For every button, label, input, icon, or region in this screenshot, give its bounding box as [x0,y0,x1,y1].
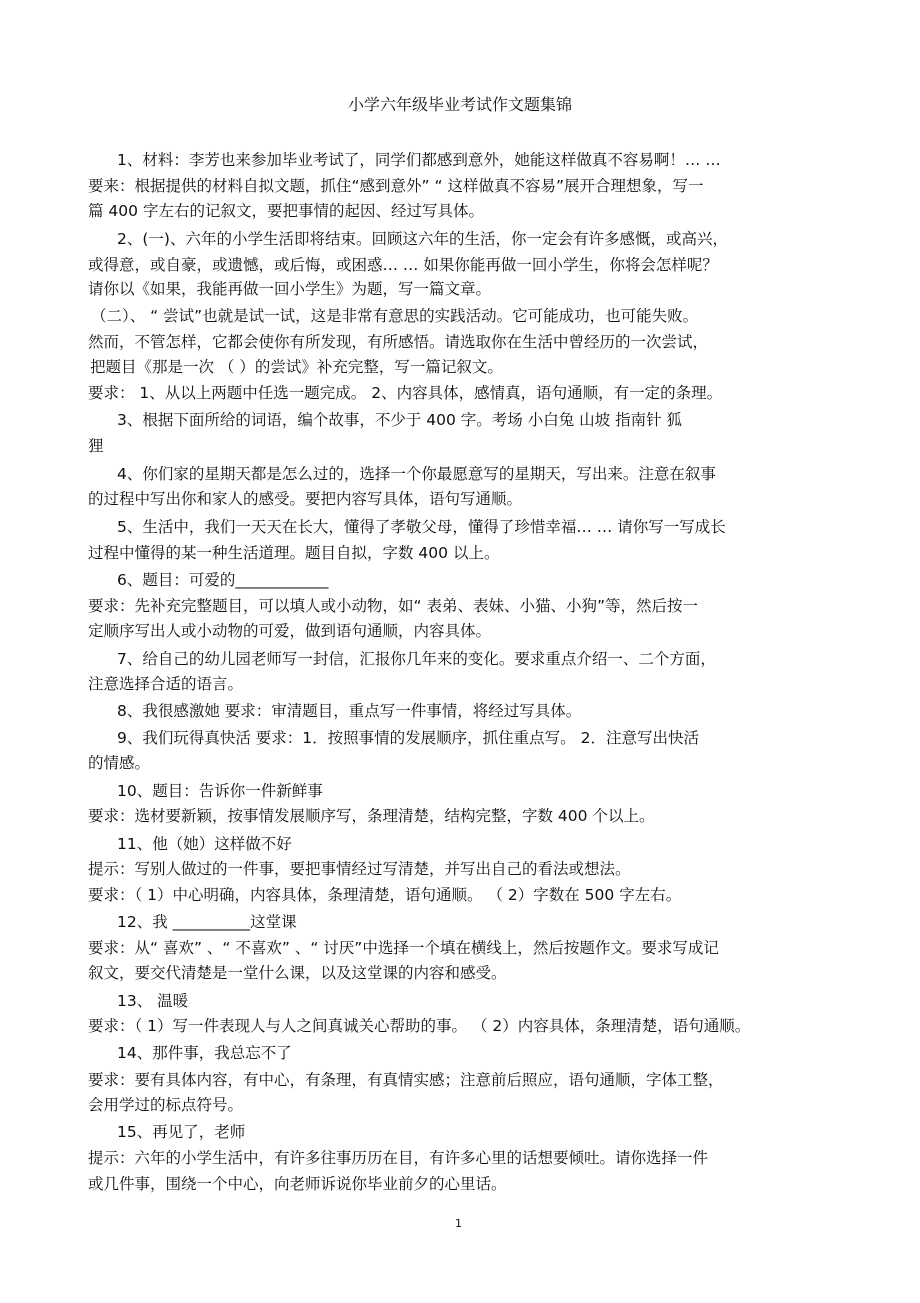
page-number: 1 [455,1217,462,1230]
text-line: 要求：（ 1）中心明确，内容具体，条理清楚，语句通顺。 （ 2）字数在 500 字左右。 [88,886,682,904]
text-line: 要求：选材要新颖，按事情发展顺序写，条理清楚，结构完整，字数 400 个以上。 [88,807,655,825]
text-line: 3、根据下面所给的词语，编个故事，不少于 400 字。考场 小白兔 山坡 指南针 狐 [117,411,683,429]
text-line: 的过程中写出你和家人的感受。要把内容写具体，语句写通顺。 [88,490,523,508]
text-line: 1、材料：李芳也来参加毕业考试了，同学们都感到意外，她能这样做真不容易啊！… … [117,151,721,169]
text-line: 9、我们玩得真快活 要求：1．按照事情的发展顺序，抓住重点写。 2．注意写出快活 [117,729,699,747]
text-line: 狸 [88,437,104,455]
document-title: 小学六年级毕业考试作文题集锦 [347,95,572,114]
text-line: 8、我很感激她 要求：审清题目，重点写一件事情，将经过写具体。 [117,702,582,720]
text-line: （二）、 “ 尝试”也就是试一试，这是非常有意思的实践活动。它可能成功，也可能失败。 [91,307,699,325]
text-line: 10、题目：告诉你一件新鲜事 [117,782,323,800]
text-line: 会用学过的标点符号。 [88,1096,244,1114]
text-line: 或得意，或自豪，或遗憾，或后悔，或困惑… … 如果你能再做一回小学生，你将会怎样呢？ [88,256,718,274]
text-line: 要求：先补充完整题目，可以填人或小动物，如“ 表弟、表妹、小猫、小狗”等，然后按一 [88,597,698,615]
text-line: 6、题目：可爱的____________ [117,571,329,589]
text-line: 的情感。 [88,754,151,772]
text-line: 叙文，要交代清楚是一堂什么课，以及这堂课的内容和感受。 [88,964,507,982]
text-line: 或几件事，围绕一个中心，向老师诉说你毕业前夕的心里话。 [88,1175,507,1193]
text-line: 7、给自己的幼儿园老师写一封信，汇报你几年来的变化。要求重点介绍一、二个方面， [117,650,716,668]
text-line: 要求：（ 1）写一件表现人与人之间真诚关心帮助的事。 （ 2）内容具体，条理清楚，语句通顺。 [88,1017,751,1035]
text-line: 要来：根据提供的材料自拟文题，抓住“感到意外” “ 这样做真不容易”展开合理想象，写一 [88,177,704,195]
text-line: 提示：写别人做过的一件事，要把事情经过写清楚，并写出自己的看法或想法。 [88,860,631,878]
text-line: 请你以《如果，我能再做一回小学生》为题，写一篇文章。 [88,280,492,298]
text-line: 然而，不管怎样，它都会使你有所发现，有所感悟。请选取你在生活中曾经历的一次尝试， [88,333,709,351]
text-line: 12、我 __________这堂课 [117,913,297,931]
text-line: 4、你们家的星期天都是怎么过的，选择一个你最愿意写的星期天，写出来。注意在叙事 [117,465,716,483]
text-line: 注意选择合适的语言。 [88,675,244,693]
text-line: 定顺序写出人或小动物的可爱，做到语句通顺，内容具体。 [88,622,492,640]
text-line: 把题目《那是一次 （ ）的尝试》补充完整，写一篇记叙文。 [90,358,503,376]
text-line: 过程中懂得的某一种生活道理。题目自拟，字数 400 以上。 [88,544,500,562]
text-line: 2、(一)、六年的小学生活即将结束。回顾这六年的生活，你一定会有许多感慨，或高兴， [117,230,728,248]
text-line: 14、那件事，我总忘不了 [117,1044,292,1062]
text-line: 要求：要有具体内容，有中心，有条理，有真情实感；注意前后照应，语句通顺，字体工整， [88,1071,724,1089]
text-line: 11、他（她）这样做不好 [117,835,292,853]
text-line: 要求：从“ 喜欢” 、“ 不喜欢” 、“ 讨厌”中选择一个填在横线上，然后按题作文。要求写成记 [88,939,719,957]
text-line: 篇 400 字左右的记叙文，要把事情的起因、经过写具体。 [88,202,484,220]
text-line: 5、生活中，我们一天天在长大，懂得了孝敬父母，懂得了珍惜幸福… … 请你写一写成长 [117,518,726,536]
text-line: 提示：六年的小学生活中，有许多往事历历在目，有许多心里的话想要倾吐。请你选择一件 [88,1149,709,1167]
text-line: 13、 温暖 [117,992,189,1010]
text-line: 要求： 1、从以上两题中任选一题完成。 2、内容具体，感情真，语句通顺，有一定的条理。 [88,384,723,402]
text-line: 15、再见了，老师 [117,1123,246,1141]
